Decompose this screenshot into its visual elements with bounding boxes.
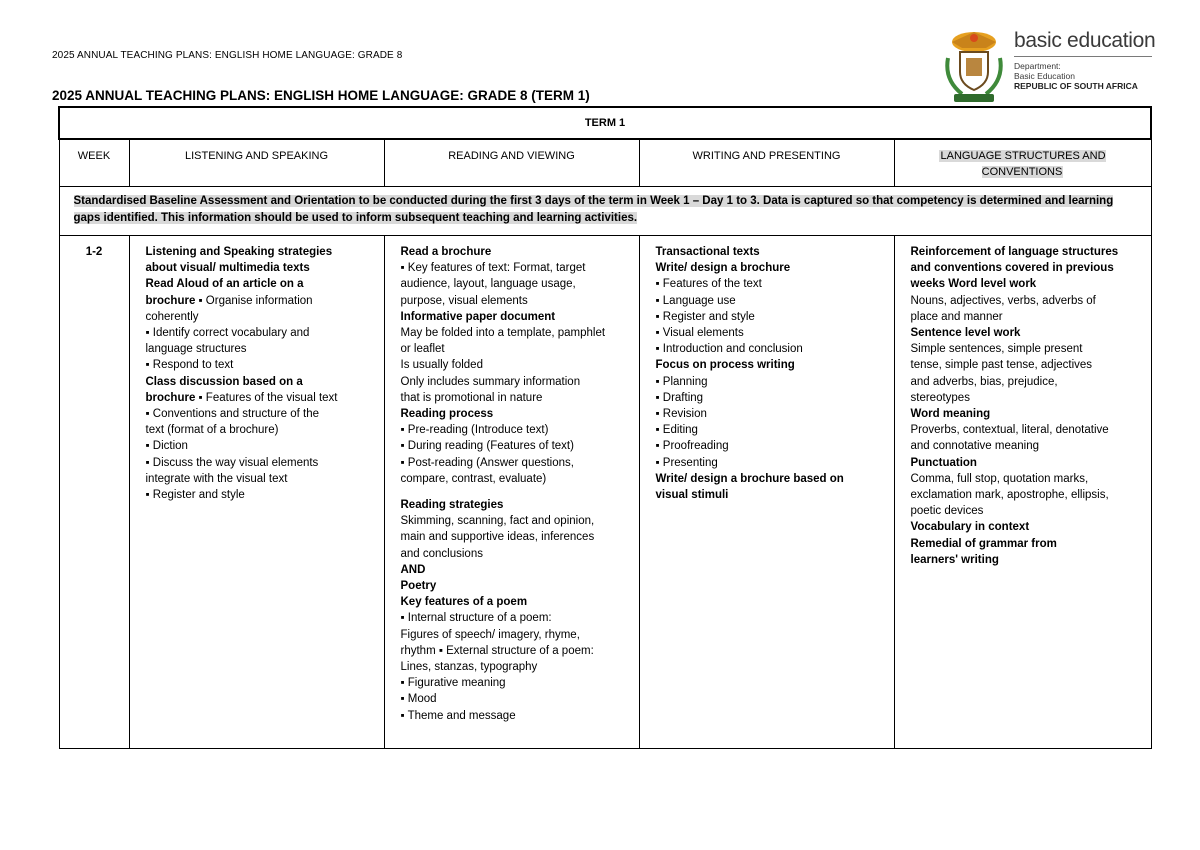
cell-line: and adverbs, bias, prejudice, <box>910 375 1058 388</box>
cell-line: Punctuation <box>910 456 977 469</box>
logo-brand: basic education <box>1014 29 1156 52</box>
cell-line-text: ▪ Features of the visual text <box>195 391 338 404</box>
cell-line: ▪ Visual elements <box>655 327 744 340</box>
cell-line: and connotative meaning <box>910 440 1040 453</box>
cell-line: Lines, stanzas, typography <box>400 661 538 674</box>
cell-line: ▪ Identify correct vocabulary and <box>145 327 310 340</box>
cell-line: Reinforcement of language structures <box>910 246 1119 258</box>
cell-line: Write/ design a brochure <box>655 262 791 275</box>
cell-line: about visual/ multimedia texts <box>145 262 310 275</box>
cell-line: weeks Word level work <box>910 278 1037 291</box>
cell-line: ▪ Post-reading (Answer questions, <box>400 456 574 469</box>
cell-line-bold: brochure <box>145 294 196 307</box>
cell-line: Nouns, adjectives, verbs, adverbs of <box>910 294 1096 307</box>
cell-line: ▪ Respond to text <box>145 359 234 372</box>
logo-line: REPUBLIC OF SOUTH AFRICA <box>1014 81 1138 91</box>
header-week: WEEK <box>59 139 129 187</box>
header-language <box>894 139 1151 187</box>
cell-line: tense, simple past tense, adjectives <box>910 359 1093 372</box>
running-header: 2025 ANNUAL TEACHING PLANS: ENGLISH HOME LANGUAGE: GRADE 8 <box>52 50 403 61</box>
cell-line: integrate with the visual text <box>145 472 288 485</box>
cell-line: ▪ Internal structure of a poem: <box>400 612 552 625</box>
cell-line: Simple sentences, simple present <box>910 343 1083 356</box>
cell-line: ▪ Editing <box>655 424 698 437</box>
cell-line: ▪ Introduction and conclusion <box>655 343 803 356</box>
cell-line: ▪ Language use <box>655 294 736 307</box>
cell-line: ▪ Theme and message <box>400 709 516 722</box>
cell-line: Word meaning <box>910 408 991 421</box>
cell-line: ▪ Key features of text: Format, target <box>400 262 586 275</box>
cell-line <box>146 390 378 406</box>
cell-line: exclamation mark, apostrophe, ellipsis, <box>910 489 1109 502</box>
cell-line: Skimming, scanning, fact and opinion, <box>400 515 595 528</box>
cell-line: stereotypes <box>910 391 970 404</box>
cell-line: ▪ Mood <box>400 693 437 706</box>
cell-line: audience, layout, language usage, <box>400 278 576 291</box>
cell-line: Key features of a poem <box>400 596 528 609</box>
cell-line: text (format of a brochure) <box>145 424 279 437</box>
cell-line: Listening and Speaking strategies <box>145 246 333 258</box>
cell-line: Reading strategies <box>400 499 504 512</box>
cell-line: Only includes summary information <box>400 375 581 388</box>
cell-line: ▪ Register and style <box>655 310 755 323</box>
cell-line: coherently <box>145 310 199 323</box>
cell-line: visual stimuli <box>655 489 729 502</box>
cell-line: May be folded into a template, pamphlet <box>400 327 606 340</box>
cell-line: and conventions covered in previous <box>910 262 1114 275</box>
term-header: TERM 1 <box>59 107 1151 139</box>
cell-line: Informative paper document <box>400 310 556 323</box>
cell-line <box>146 293 378 309</box>
cell-line: ▪ Pre-reading (Introduce text) <box>400 424 549 437</box>
cell-line: Remedial of grammar from <box>910 537 1057 550</box>
cell-line: ▪ Discuss the way visual elements <box>145 456 319 469</box>
header-listening: LISTENING AND SPEAKING <box>129 139 384 187</box>
cell-line: ▪ During reading (Features of text) <box>400 440 574 453</box>
cell-line: Read a brochure <box>400 246 492 258</box>
teaching-plan-table <box>58 106 1152 749</box>
cell-line: Reading process <box>400 408 494 421</box>
page-title: 2025 ANNUAL TEACHING PLANS: ENGLISH HOME LANGUAGE: GRADE 8 (TERM 1) <box>52 88 590 103</box>
cell-line: purpose, visual elements <box>400 294 528 307</box>
cell-line: place and manner <box>910 310 1003 323</box>
header-reading: READING AND VIEWING <box>384 139 639 187</box>
reading-cell <box>384 236 639 749</box>
cell-line: ▪ Register and style <box>145 489 245 502</box>
cell-line: ▪ Planning <box>655 375 708 388</box>
cell-line <box>401 487 633 497</box>
header-language-label: LANGUAGE STRUCTURES AND CONVENTIONS <box>940 150 1106 178</box>
listening-cell <box>129 236 384 749</box>
cell-line-bold: brochure <box>145 391 196 404</box>
coat-of-arms-icon <box>942 28 1006 104</box>
cell-line: Class discussion based on a <box>145 375 303 388</box>
cell-line: ▪ Conventions and structure of the <box>145 408 319 421</box>
cell-line: AND <box>400 563 426 576</box>
cell-line: ▪ Proofreading <box>655 440 729 453</box>
writing-cell <box>639 236 894 749</box>
language-cell <box>894 236 1151 749</box>
logo-line: Department: <box>1014 61 1061 71</box>
cell-line: Figures of speech/ imagery, rhyme, <box>400 628 580 641</box>
cell-line: that is promotional in nature <box>400 391 543 404</box>
cell-line: and conclusions <box>400 547 483 560</box>
cell-line: or leaflet <box>400 343 445 356</box>
cell-line: ▪ Drafting <box>655 391 704 404</box>
cell-line: Poetry <box>400 580 437 593</box>
cell-line: language structures <box>145 343 247 356</box>
cell-line: Is usually folded <box>400 359 483 372</box>
cell-line: Focus on process writing <box>655 359 795 372</box>
cell-line: main and supportive ideas, inferences <box>400 531 595 544</box>
department-logo <box>942 28 1157 106</box>
cell-line: ▪ Revision <box>655 408 707 421</box>
cell-line: Comma, full stop, quotation marks, <box>910 472 1089 485</box>
cell-line: ▪ Features of the text <box>655 278 762 291</box>
cell-line: Proverbs, contextual, literal, denotative <box>910 424 1109 437</box>
cell-line: Transactional texts <box>655 246 760 258</box>
cell-line: Vocabulary in context <box>910 521 1030 534</box>
cell-line-text: ▪ Organise information <box>195 294 313 307</box>
logo-line: Basic Education <box>1014 71 1075 81</box>
cell-line: ▪ Diction <box>145 440 188 453</box>
baseline-note: Standardised Baseline Assessment and Orientation to be conducted during the first 3 days of the term in Week 1 – Day 1 to 3. Data is captured so that competency is determined and learning gaps identified. This information should be used to inform subsequent teaching and learning activities. <box>73 195 1114 224</box>
cell-line: Read Aloud of an article on a <box>145 278 304 291</box>
cell-line: Write/ design a brochure based on <box>655 472 844 485</box>
cell-line: rhythm ▪ External structure of a poem: <box>400 644 594 657</box>
cell-line: poetic devices <box>910 505 984 518</box>
baseline-note-cell <box>59 187 1151 236</box>
week-cell: 1-2 <box>59 236 129 749</box>
cell-line: ▪ Figurative meaning <box>400 677 506 690</box>
cell-line: ▪ Presenting <box>655 456 718 469</box>
cell-line: learners' writing <box>910 553 999 566</box>
cell-line: Sentence level work <box>910 327 1021 340</box>
cell-line: compare, contrast, evaluate) <box>400 472 547 485</box>
logo-divider <box>1014 56 1152 57</box>
header-writing: WRITING AND PRESENTING <box>639 139 894 187</box>
